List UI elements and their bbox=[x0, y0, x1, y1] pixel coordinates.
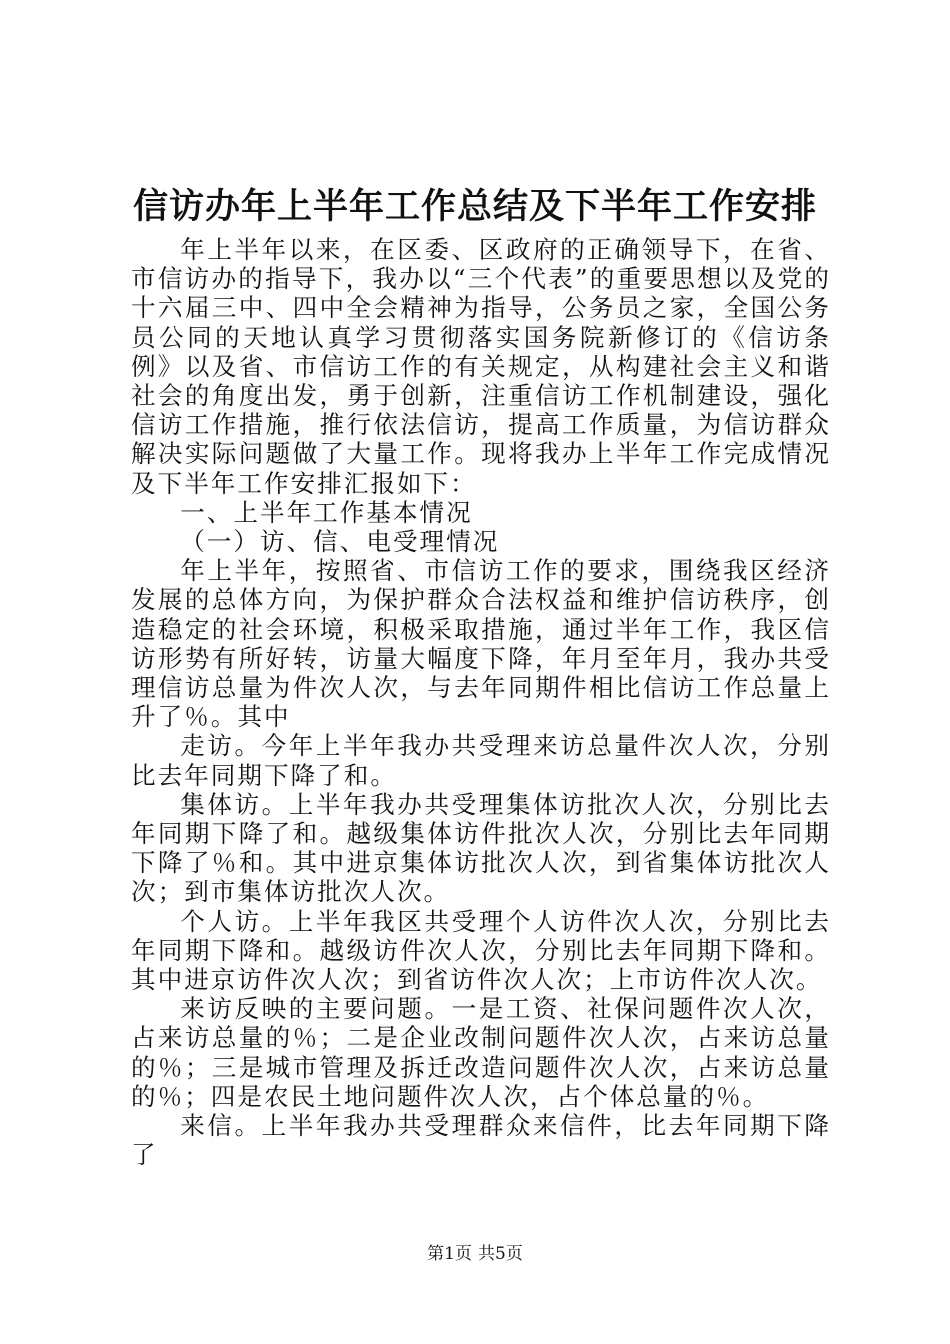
paragraph-group-visits: 集体访。上半年我办共受理集体访批次人次，分别比去年同期下降了和。越级集体访件批次人次，分别比去年同期下降了％和。其中进京集体访批次人次，到省集体访批次人次；到市集体访批次人次。 bbox=[131, 789, 831, 907]
paragraph-individual-visits: 个人访。上半年我区共受理个人访件次人次，分别比去年同期下降和。越级访件次人次，分别比去年同期下降和。其中进京访件次人次；到省访件次人次；上市访件次人次。 bbox=[131, 906, 831, 995]
page-total: 共5页 bbox=[478, 1244, 523, 1264]
paragraph-main-issues: 来访反映的主要问题。一是工资、社保问题件次人次，占来访总量的％；二是企业改制问题件次人次，占来访总量的％；三是城市管理及拆迁改造问题件次人次，占来访总量的％；四是农民土地问题件次人次，占个体总量的％。 bbox=[131, 994, 831, 1111]
paragraph-visits: 走访。今年上半年我办共受理来访总量件次人次，分别比去年同期下降了和。 bbox=[131, 731, 831, 790]
paragraph-letters: 来信。上半年我办共受理群众来信件，比去年同期下降了 bbox=[131, 1111, 831, 1170]
document-body bbox=[131, 235, 831, 1170]
paragraph-intro: 年上半年以来，在区委、区政府的正确领导下，在省、市信访办的指导下，我办以“三个代表”的重要思想以及党的十六届三中、四中全会精神为指导，公务员之家，全国公务员公同的天地认真学习贯彻落实国务院新修订的《信访条例》以及省、市信访工作的有关规定，从构建社会主义和谐社会的角度出发，勇于创新，注重信访工作机制建设，强化信访工作措施，推行依法信访，提高工作质量，为信访群众解决实际问题做了大量工作。现将我办上半年工作完成情况及下半年工作安排汇报如下： bbox=[131, 235, 831, 498]
paragraph-overview: 年上半年，按照省、市信访工作的要求，围绕我区经济发展的总体方向，为保护群众合法权益和维护信访秩序，创造稳定的社会环境，积极采取措施，通过半年工作，我区信访形势有所好转，访量大幅度下降，年月至年月，我办共受理信访总量为件次人次，与去年同期件相比信访工作总量上升了％。其中 bbox=[131, 556, 831, 732]
page-number: 第1页 bbox=[427, 1244, 472, 1264]
subsection-heading: （一）访、信、电受理情况 bbox=[180, 527, 500, 557]
section-heading: 一、上半年工作基本情况 bbox=[180, 497, 473, 527]
document-title: 信访办年上半年工作总结及下半年工作安排 bbox=[132, 186, 817, 227]
page-footer bbox=[0, 1242, 950, 1266]
